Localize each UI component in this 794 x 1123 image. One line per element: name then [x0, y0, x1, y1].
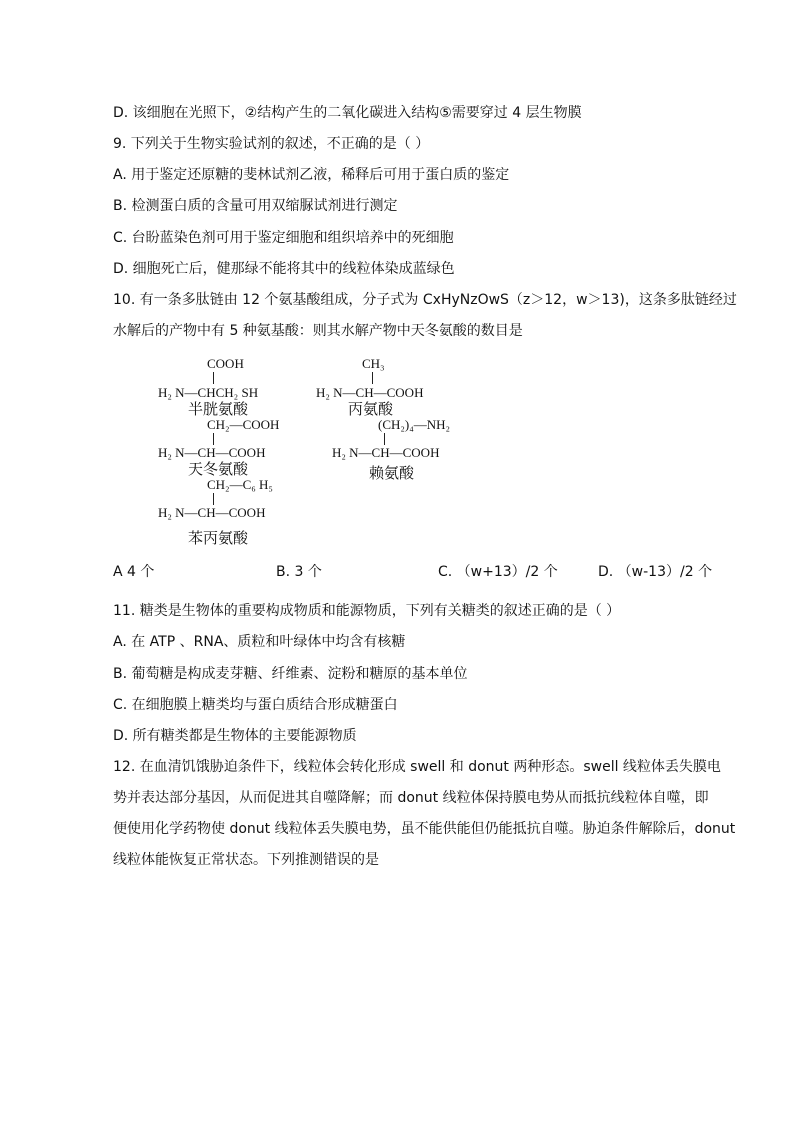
phe-top: CH₂—C₆ H₅	[207, 477, 273, 492]
ala-main: H₂ N—CH—COOH	[316, 385, 424, 400]
cys-main: H₂ N—CHCH₂ SH	[158, 385, 259, 400]
asp-name: 天冬氨酸	[188, 460, 249, 478]
q12-line2: 势并表达部分基因，从而促进其自噬降解；而 donut 线粒体保持膜电势从而抵抗线粒体自噬，即	[113, 790, 709, 806]
q9-option-a: A. 用于鉴定还原糖的斐林试剂乙液，稀释后可用于蛋白质的鉴定	[113, 167, 510, 183]
q9-option-c: C. 台盼蓝染色剂可用于鉴定细胞和组织培养中的死细胞	[113, 230, 454, 246]
q10-option-d: D. （w-13）/2 个	[598, 564, 713, 580]
q12-line1: 12. 在血清饥饿胁迫条件下，线粒体会转化形成 swell 和 donut 两种形态。swell 线粒体丢失膜电	[113, 759, 721, 775]
q12-line4: 线粒体能恢复正常状态。下列推测错误的是	[113, 852, 379, 868]
q9-stem: 9. 下列关于生物实验试剂的叙述，不正确的是（ ）	[113, 136, 430, 152]
cys-top: COOH	[207, 356, 244, 371]
q9-option-d: D. 细胞死亡后，健那绿不能将其中的线粒体染成蓝绿色	[113, 261, 455, 277]
q10-option-c: C. （w+13）/2 个	[438, 564, 558, 580]
lys-top: (CH₂)₄—NH₂	[378, 417, 451, 432]
q8-option-d: D. 该细胞在光照下，②结构产生的二氧化碳进入结构⑤需要穿过 4 层生物膜	[113, 105, 582, 121]
q12-line3: 便使用化学药物使 donut 线粒体丢失膜电势，虽不能供能但仍能抵抗自噬。胁迫条件解除后，donut	[113, 821, 736, 837]
q11-option-c: C. 在细胞膜上糖类均与蛋白质结合形成糖蛋白	[113, 697, 398, 713]
phe-main: H₂ N—CH—COOH	[158, 505, 266, 520]
q11-option-d: D. 所有糖类都是生物体的主要能源物质	[113, 728, 357, 744]
q10-option-b: B. 3 个	[276, 564, 322, 580]
q10-option-a: A 4 个	[113, 564, 155, 580]
q11-stem: 11. 糖类是生物体的重要构成物质和能源物质，下列有关糖类的叙述正确的是（ ）	[113, 603, 621, 619]
ala-top: CH₃	[362, 356, 385, 371]
q11-option-b: B. 葡萄糖是构成麦芽糖、纤维素、淀粉和糖原的基本单位	[113, 666, 468, 682]
q10-stem-line1: 10. 有一条多肽链由 12 个氨基酸组成，分子式为 CxHyNzOwS（z＞12，w＞13)，这条多肽链经过	[113, 292, 737, 308]
q9-option-b: B. 检测蛋白质的含量可用双缩脲试剂进行测定	[113, 198, 398, 214]
phe-bond	[213, 493, 214, 505]
q11-option-a: A. 在 ATP 、RNA、质粒和叶绿体中均含有核糖	[113, 634, 406, 650]
q10-stem-line2: 水解后的产物中有 5 种氨基酸：则其水解产物中天冬氨酸的数目是	[113, 323, 523, 339]
phe-name: 苯丙氨酸	[188, 529, 249, 547]
asp-bond	[213, 433, 214, 445]
asp-main: H₂ N—CH—COOH	[158, 445, 266, 460]
lys-bond	[384, 433, 385, 445]
cys-name: 半胱氨酸	[188, 400, 249, 418]
lys-main: H₂ N—CH—COOH	[332, 445, 440, 460]
asp-top: CH₂—COOH	[207, 417, 280, 432]
ala-bond	[372, 372, 373, 384]
lys-name: 赖氨酸	[369, 464, 415, 482]
cys-bond	[213, 372, 214, 384]
ala-name: 丙氨酸	[348, 400, 394, 418]
